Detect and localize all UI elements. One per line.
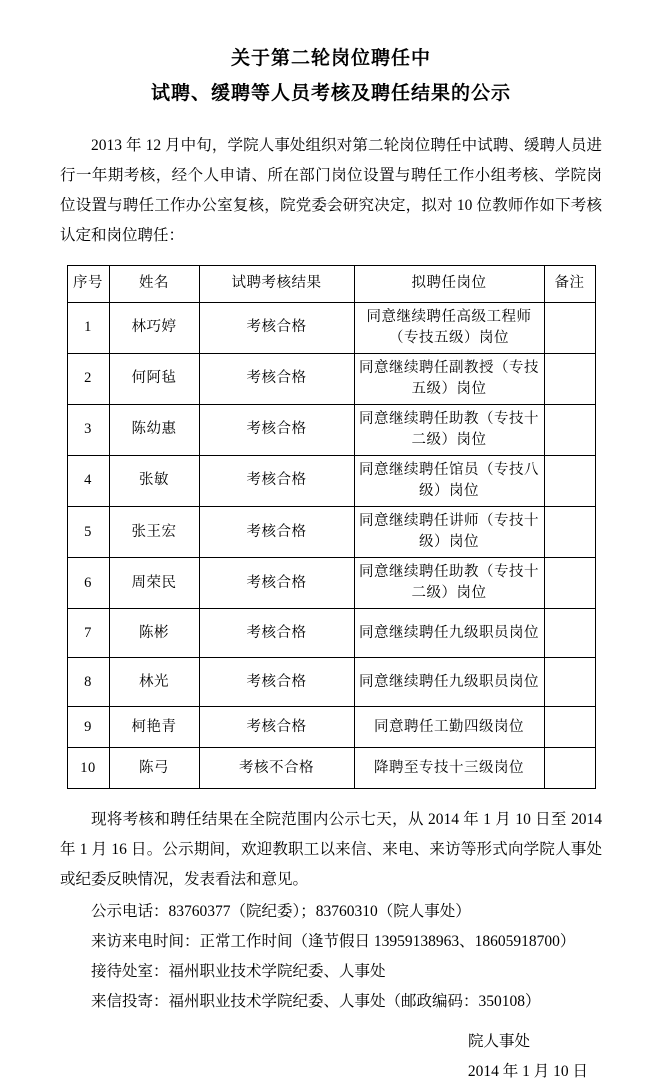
- cell-post: 同意继续聘任助教（专技十二级）岗位: [354, 558, 544, 609]
- cell-post: 同意聘任工勤四级岗位: [354, 707, 544, 748]
- cell-note: [544, 455, 595, 506]
- cell-name: 陈弓: [109, 748, 199, 789]
- signature-department: 院人事处: [467, 1033, 530, 1051]
- cell-name: 林光: [109, 658, 199, 707]
- cell-name: 陈幼惠: [109, 404, 199, 455]
- cell-note: [544, 558, 595, 609]
- cell-note: [544, 302, 595, 353]
- cell-name: 林巧婷: [109, 302, 199, 353]
- cell-result: 考核合格: [199, 302, 354, 353]
- column-header-index: 序号: [67, 265, 109, 302]
- cell-note: [544, 609, 595, 658]
- cell-result: 考核合格: [199, 609, 354, 658]
- column-header-result: 试聘考核结果: [199, 265, 354, 302]
- cell-index: 10: [67, 748, 109, 789]
- signature-block: [60, 1027, 602, 1087]
- cell-note: [544, 658, 595, 707]
- table-row: [67, 658, 595, 707]
- table-header-row: [67, 265, 595, 302]
- cell-note: [544, 748, 595, 789]
- cell-post: 同意继续聘任讲师（专技十级）岗位: [354, 507, 544, 558]
- appointment-results-table: [67, 265, 596, 789]
- table-row: [67, 302, 595, 353]
- cell-post: 同意继续聘任馆员（专技八级）岗位: [354, 455, 544, 506]
- title-line-2: 试聘、缓聘等人员考核及聘任结果的公示: [150, 83, 511, 105]
- cell-result: 考核合格: [199, 455, 354, 506]
- cell-index: 9: [67, 707, 109, 748]
- signature-date: 2014 年 1 月 10 日: [467, 1063, 588, 1081]
- cell-post: 同意继续聘任九级职员岗位: [354, 609, 544, 658]
- cell-name: 周荣民: [109, 558, 199, 609]
- table-row: [67, 353, 595, 404]
- contact-phone-line: 公示电话：83760377（院纪委）；83760310（院人事处）: [91, 903, 471, 921]
- cell-post: 同意继续聘任九级职员岗位: [354, 658, 544, 707]
- cell-index: 1: [67, 302, 109, 353]
- column-header-note: 备注: [544, 265, 595, 302]
- cell-note: [544, 404, 595, 455]
- cell-index: 7: [67, 609, 109, 658]
- cell-index: 6: [67, 558, 109, 609]
- table-row: [67, 404, 595, 455]
- cell-index: 5: [67, 507, 109, 558]
- cell-index: 2: [67, 353, 109, 404]
- cell-post: 同意继续聘任副教授（专技五级）岗位: [354, 353, 544, 404]
- cell-index: 8: [67, 658, 109, 707]
- cell-result: 考核合格: [199, 658, 354, 707]
- cell-result: 考核合格: [199, 404, 354, 455]
- contact-mailing-line: 来信投寄：福州职业技术学院纪委、人事处（邮政编码：350108）: [91, 993, 541, 1011]
- cell-name: 柯艳青: [109, 707, 199, 748]
- table-row: [67, 707, 595, 748]
- contact-information: [60, 897, 602, 1017]
- cell-index: 4: [67, 455, 109, 506]
- intro-paragraph: 2013 年 12 月中旬，学院人事处组织对第二轮岗位聘任中试聘、缓聘人员进行一年期考核，经个人申请、所在部门岗位设置与聘任工作小组考核、学院岗位设置与聘任工作办公室复核，院党委会研究决定，拟对 10 位教师作如下考核认定和岗位聘任：: [60, 136, 602, 244]
- cell-note: [544, 707, 595, 748]
- cell-result: 考核合格: [199, 707, 354, 748]
- column-header-name: 姓名: [109, 265, 199, 302]
- cell-index: 3: [67, 404, 109, 455]
- cell-name: 张王宏: [109, 507, 199, 558]
- contact-office-line: 接待处室：福州职业技术学院纪委、人事处: [91, 963, 386, 981]
- title-line-1: 关于第二轮岗位聘任中: [230, 48, 431, 69]
- cell-result: 考核合格: [199, 507, 354, 558]
- page-title: [60, 0, 602, 109]
- cell-result: 考核合格: [199, 558, 354, 609]
- cell-name: 张敏: [109, 455, 199, 506]
- table-row: [67, 748, 595, 789]
- cell-post: 降聘至专技十三级岗位: [354, 748, 544, 789]
- cell-note: [544, 353, 595, 404]
- cell-result: 考核不合格: [199, 748, 354, 789]
- cell-name: 陈彬: [109, 609, 199, 658]
- cell-note: [544, 507, 595, 558]
- table-row: [67, 558, 595, 609]
- cell-name: 何阿毡: [109, 353, 199, 404]
- table-row: [67, 455, 595, 506]
- table-row: [67, 507, 595, 558]
- cell-post: 同意继续聘任助教（专技十二级）岗位: [354, 404, 544, 455]
- cell-post: 同意继续聘任高级工程师（专技五级）岗位: [354, 302, 544, 353]
- notice-paragraph: 现将考核和聘任结果在全院范围内公示七天，从 2014 年 1 月 10 日至 2014 年 1 月 16 日。公示期间，欢迎教职工以来信、来电、来访等形式向学院人事处或纪委反映情况，发表看法和意见。: [60, 811, 602, 889]
- contact-hours-line: 来访来电时间：正常工作时间（逢节假日 13959138963、18605918700）: [91, 933, 576, 951]
- column-header-post: 拟聘任岗位: [354, 265, 544, 302]
- cell-result: 考核合格: [199, 353, 354, 404]
- table-row: [67, 609, 595, 658]
